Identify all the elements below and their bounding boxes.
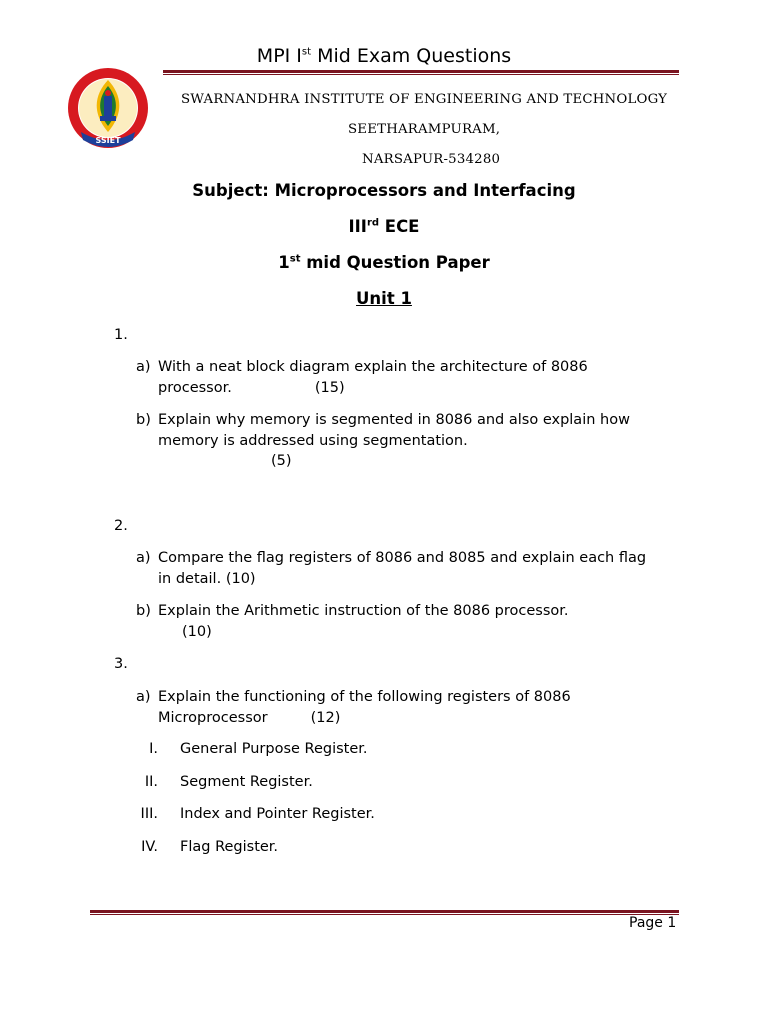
institution-postal: NARSAPUR-534280 <box>362 152 501 167</box>
institution-place: SEETHARAMPURAM, <box>348 122 501 137</box>
item-label: b) <box>136 412 151 428</box>
item-marks: (15) <box>314 379 345 396</box>
question-number: 3. <box>114 656 128 672</box>
question-number: 2. <box>114 518 128 534</box>
item-text: Explain why memory is segmented in 8086 and also explain how memory is addressed using segmentation. (5) <box>158 410 688 472</box>
logo-text: SSIET <box>95 136 121 145</box>
header-divider <box>163 70 679 75</box>
page-number: Page 1 <box>629 915 677 931</box>
item-text: With a neat block diagram explain the architecture of 8086 processor. (15) <box>158 359 588 396</box>
item-marks: (5) <box>271 453 292 469</box>
roman-label: II. <box>144 774 158 790</box>
list-item <box>0 839 768 859</box>
item-text: Explain the functioning of the following registers of 8086 Microprocessor (12) <box>158 689 571 726</box>
roman-label: I. <box>149 741 158 757</box>
item-text: Compare the flag registers of 8086 and 8085 and explain each flag in detail. (10) <box>158 550 647 587</box>
item-text: Explain the Arithmetic instruction of the 8086 processor. (10) <box>158 601 688 642</box>
paper-heading: 1st mid Question Paper <box>278 253 490 272</box>
item-label: b) <box>136 603 151 619</box>
institution-name: SWARNANDHRA INSTITUTE OF ENGINEERING AND TECHNOLOGY <box>181 92 668 107</box>
item-marks: (10) <box>182 623 212 640</box>
roman-label: IV. <box>141 839 158 855</box>
list-item <box>0 806 768 826</box>
roman-text: Segment Register. <box>180 774 313 790</box>
item-marks: (12) <box>310 709 341 726</box>
footer-divider <box>90 910 679 915</box>
item-label: a) <box>136 689 151 705</box>
item-label: a) <box>136 550 151 566</box>
list-item <box>0 774 768 794</box>
roman-text: General Purpose Register. <box>180 741 368 757</box>
roman-label: III. <box>140 806 158 822</box>
roman-text: Index and Pointer Register. <box>180 806 375 822</box>
document-header-title: MPI Ist Mid Exam Questions <box>256 45 512 67</box>
question-number: 1. <box>114 327 128 343</box>
item-marks: (10) <box>225 570 256 587</box>
item-label: a) <box>136 359 151 375</box>
institute-logo <box>63 66 153 154</box>
list-item <box>0 741 768 761</box>
roman-text: Flag Register. <box>180 839 279 855</box>
unit-heading: Unit 1 <box>356 289 412 308</box>
class-heading: IIIrd ECE <box>348 217 420 236</box>
subject-heading: Subject: Microprocessors and Interfacing <box>192 181 576 200</box>
